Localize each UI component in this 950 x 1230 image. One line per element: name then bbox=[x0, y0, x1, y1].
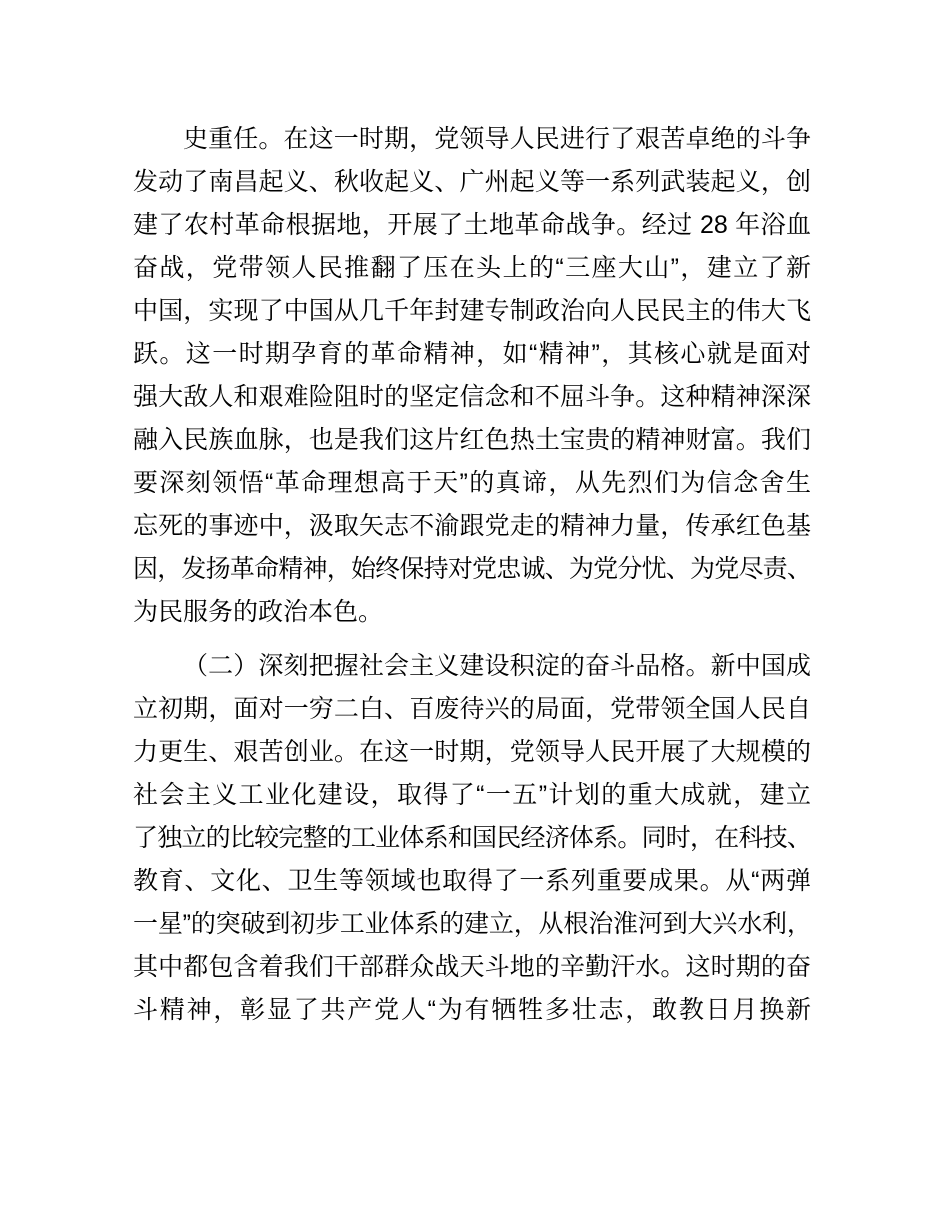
text-line: 融入民族血脉，也是我们这片红色热土宝贵的精神财富。我们 bbox=[133, 426, 811, 454]
text-line: 忘死的事迹中，汲取矢志不渝跟党走的精神力量，传承红色基 bbox=[133, 512, 811, 540]
text-line: 奋战，党带领人民推翻了压在头上的“三座大山”，建立了新 bbox=[133, 254, 811, 282]
text-line: 其中都包含着我们干部群众战天斗地的辛勤汗水。这时期的奋 bbox=[133, 953, 811, 981]
text-line: 发动了南昌起义、秋收起义、广州起义等一系列武装起义，创 bbox=[133, 168, 811, 196]
text-line: 跃。这一时期孕育的革命精神，如“精神”，其核心就是面对 bbox=[133, 340, 811, 368]
text-line: 建了农村革命根据地，开展了土地革命战争。经过 28 年浴血 bbox=[133, 211, 811, 239]
text-line: 一星”的突破到初步工业体系的建立，从根治淮河到大兴水利， bbox=[133, 910, 811, 938]
text-line: 力更生、艰苦创业。在这一时期，党领导人民开展了大规模的 bbox=[133, 738, 811, 766]
text-line: 为民服务的政治本色。 bbox=[133, 598, 384, 626]
text-line: 中国，实现了中国从几千年封建专制政治向人民民主的伟大飞 bbox=[133, 297, 811, 325]
text-content bbox=[133, 118, 811, 1032]
text-line: 社会主义工业化建设，取得了“一五”计划的重大成就，建立 bbox=[133, 781, 811, 809]
text-line: 教育、文化、卫生等领域也取得了一系列重要成果。从“两弹 bbox=[133, 867, 811, 895]
text-line: 斗精神，彰显了共产党人“为有牺牲多壮志，敢教日月换新 bbox=[133, 996, 811, 1024]
text-line: 立初期，面对一穷二白、百废待兴的局面，党带领全国人民自 bbox=[133, 695, 811, 723]
text-line: 要深刻领悟“革命理想高于天”的真谛，从先烈们为信念舍生 bbox=[133, 469, 811, 497]
text-line: 强大敌人和艰难险阻时的坚定信念和不屈斗争。这种精神深深 bbox=[133, 383, 811, 411]
paragraph-revolutionary-spirit bbox=[133, 118, 811, 634]
text-line: 了独立的比较完整的工业体系和国民经济体系。同时，在科技、 bbox=[133, 824, 811, 852]
text-line: 史重任。在这一时期，党领导人民进行了艰苦卓绝的斗争 bbox=[183, 125, 811, 153]
text-line: 因，发扬革命精神，始终保持对党忠诚、为党分忧、为党尽责、 bbox=[133, 555, 811, 583]
paragraph-socialist-construction bbox=[133, 645, 811, 1032]
text-line: （二）深刻把握社会主义建设积淀的奋斗品格。新中国成 bbox=[183, 652, 811, 680]
